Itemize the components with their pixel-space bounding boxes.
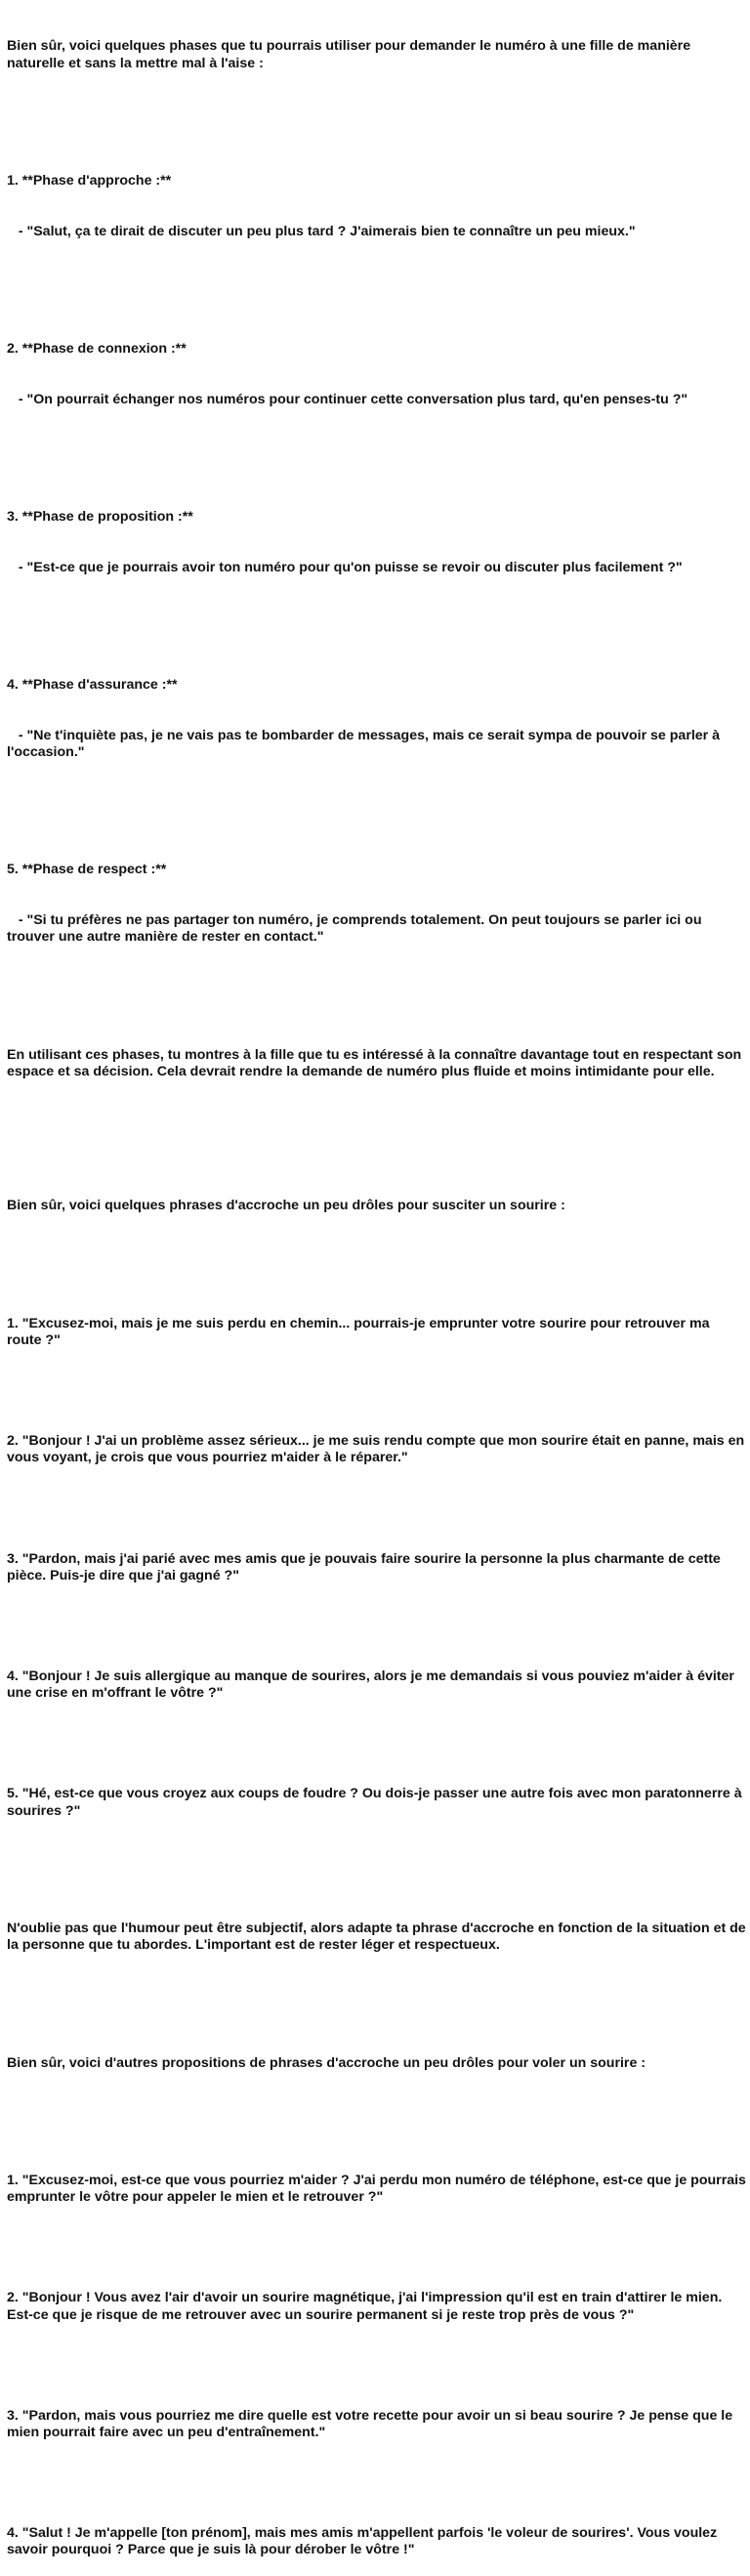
phase-2-quote: - "On pourrait échanger nos numéros pour continuer cette conversation plus tard, qu'en penses-tu ?" [7,391,688,407]
phase-2-heading: 2. **Phase de connexion :** [7,341,187,358]
pickup-line-2: 2. "Bonjour ! J'ai un problème assez sérieux... je me suis rendu compte que mon sourire était en panne, mais en vous voyant, je crois que vous pourriez m'aider à le réparer." [7,1433,749,1466]
phase-5-quote: - "Si tu préfères ne pas partager ton numéro, je comprends totalement. On peut toujours se parler ici ou trouver une autre manière de rester en contact." [7,911,706,946]
section1-conclusion: En utilisant ces phases, tu montres à la fille que tu es intéressé à la connaître davantage tout en respectant son espace et sa décision. Cela devrait rendre la demande de numéro plus fluide et moins intimidante pour elle. [7,1046,746,1079]
phase-4-quote: - "Ne t'inquiète pas, je ne vais pas te bombarder de messages, mais ce serait sympa de pouvoir se parler à l'occasion." [7,727,724,760]
phase-3-quote: - "Est-ce que je pourrais avoir ton numéro pour qu'on puisse se revoir ou discuter plus facilement ?" [7,559,683,575]
phase-3-heading: 3. **Phase de proposition :** [7,509,193,526]
extra-line-4: 4. "Salut ! Je m'appelle [ton prénom], mais mes amis m'appellent parfois 'le voleur de sourires'. Vous voulez savoir pourquoi ? Parce que je suis là pour dérober le vôtre !" [7,2525,722,2558]
section1-intro: Bien sûr, voici quelques phases que tu pourrais utiliser pour demander le numéro à une fille de manière naturelle et sans la mettre mal à l'aise : [7,38,695,71]
section2-conclusion: N'oublie pas que l'humour peut être subjectif, alors adapte ta phrase d'accroche en fonction de la situation et de la personne que tu abordes. L'important est de rester léger et respectueux. [7,1920,750,1954]
section3-intro: Bien sûr, voici d'autres propositions de phrases d'accroche un peu drôles pour voler un sourire : [7,2054,646,2071]
extra-line-3: 3. "Pardon, mais vous pourriez me dire quelle est votre recette pour avoir un si beau sourire ? Je pense que le mien pourrait faire avec un peu d'entraînement." [7,2407,737,2440]
phase-1-quote: - "Salut, ça te dirait de discuter un peu plus tard ? J'aimerais bien te connaître un peu mieux." [7,223,636,239]
pickup-line-3: 3. "Pardon, mais j'ai parié avec mes amis que je pouvais faire sourire la personne la plus charmante de cette pièce. Puis-je dire que j'ai gagné ?" [7,1550,725,1584]
extra-line-1: 1. "Excusez-moi, est-ce que vous pourriez m'aider ? J'ai perdu mon numéro de téléphone, est-ce que je pourrais emprunter le vôtre pour appeler le mien et le retrouver ?" [7,2172,750,2206]
phase-1-heading: 1. **Phase d'approche :** [7,173,172,190]
pickup-line-1: 1. "Excusez-moi, mais je me suis perdu en chemin... pourrais-je emprunter votre sourire pour retrouver ma route ?" [7,1315,714,1348]
pickup-line-5: 5. "Hé, est-ce que vous croyez aux coups de foudre ? Ou dois-je passer une autre fois avec mon paratonnerre à sourires ?" [7,1786,746,1819]
phase-4-heading: 4. **Phase d'assurance :** [7,677,178,694]
section2-intro: Bien sûr, voici quelques phrases d'accroche un peu drôles pour susciter un sourire : [7,1198,565,1214]
extra-line-2: 2. "Bonjour ! Vous avez l'air d'avoir un sourire magnétique, j'ai l'impression qu'il est en train d'attirer le mien. Est-ce que je risque de me retrouver avec un sourire permanent si je reste trop près de vous ?" [7,2290,727,2323]
document-body [7,5,750,2576]
pickup-line-4: 4. "Bonjour ! Je suis allergique au manque de sourires, alors je me demandais si vous pouviez m'aider à éviter une crise en m'offrant le vôtre ?" [7,1668,738,1702]
phase-5-heading: 5. **Phase de respect :** [7,862,167,878]
